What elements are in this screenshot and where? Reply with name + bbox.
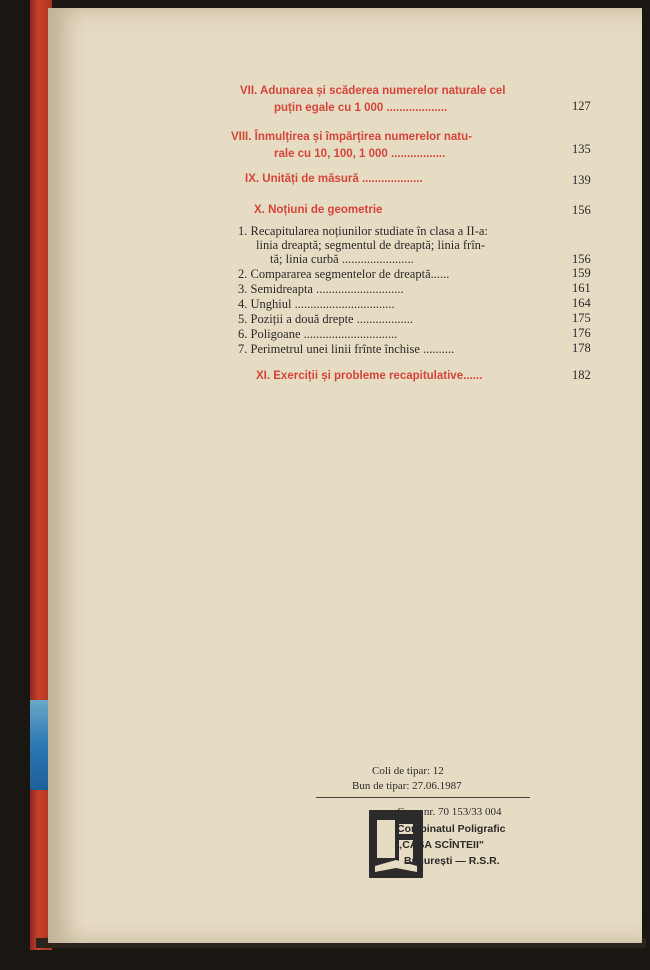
toc-chapter-viii-line2: [274, 147, 445, 162]
page-number: 139: [572, 173, 591, 187]
page-number: 156: [572, 203, 591, 217]
item-number: 2.: [238, 267, 248, 281]
toc-chapter-vii-line2: [274, 101, 447, 116]
page-number: 159: [572, 266, 591, 280]
toc-chapter-viii: [231, 130, 566, 145]
page-number: 175: [572, 311, 591, 325]
chapter-roman: VIII.: [231, 131, 252, 143]
item-text: Unghiul ................................: [250, 297, 395, 311]
toc-item-5: [238, 312, 413, 327]
imprint-printer-brand: „CASA SCÎNTEII": [397, 839, 484, 851]
toc-item-1: [238, 224, 488, 239]
page-number: 135: [572, 142, 591, 156]
chapter-roman: X.: [254, 204, 265, 216]
imprint-coli: Coli de tipar: 12: [372, 765, 444, 777]
item-number: 6.: [238, 327, 248, 341]
item-text: Poligoane ..............................: [250, 327, 398, 341]
imprint-printer-name: Combinatul Poligrafic: [397, 823, 506, 835]
imprint-city: București — R.S.R.: [404, 855, 500, 867]
chapter-roman: IX.: [245, 173, 260, 185]
item-text: Perimetrul unei linii frînte închise ..........: [250, 342, 455, 356]
item-number: 7.: [238, 342, 248, 356]
item-number: 5.: [238, 312, 248, 326]
page-number: 156: [572, 252, 591, 266]
page-number: 176: [572, 326, 591, 340]
chapter-title-line1: Înmulțirea și împărțirea numerelor natu-: [254, 131, 472, 143]
page-number: 164: [572, 296, 591, 310]
chapter-title: Unități de măsură ...................: [262, 173, 423, 185]
imprint-bun-de-tipar: Bun de tipar: 27.06.1987: [352, 780, 462, 792]
chapter-title: Exerciții și probleme recapitulative......: [273, 370, 483, 382]
chapter-roman: XI.: [256, 370, 271, 382]
book-page: [48, 8, 642, 943]
item-text: Poziții a două drepte ..................: [250, 312, 413, 326]
toc-chapter-xi: [256, 369, 482, 384]
item-number: 4.: [238, 297, 248, 311]
toc-item-7: [238, 342, 454, 357]
toc-item-1-line3: tă; linia curbă .......................: [270, 252, 414, 266]
chapter-title-line2: rale cu 10, 100, 1 000 .................: [274, 148, 446, 160]
chapter-title-line2: puțin egale cu 1 000 ...................: [274, 102, 448, 114]
page-number: 178: [572, 341, 591, 355]
toc-chapter-vii: [240, 84, 566, 99]
toc-chapter-ix: [245, 172, 423, 187]
chapter-title: Noțiuni de geometrie: [268, 204, 383, 216]
chapter-title-line1: Adunarea și scăderea numerelor naturale cel: [260, 85, 506, 97]
item-text: Semidreapta ............................: [250, 282, 404, 296]
item-number: 3.: [238, 282, 248, 296]
page-number: 127: [572, 99, 591, 113]
imprint-rule: [316, 797, 530, 798]
toc-item-6: [238, 327, 397, 342]
toc-item-2: [238, 267, 449, 282]
page-number: 161: [572, 281, 591, 295]
item-text: Compararea segmentelor de dreaptă......: [250, 267, 450, 281]
toc-item-1-line2: linia dreaptă; segmentul de dreaptă; linia frîn-: [256, 238, 486, 252]
item-number: 1.: [238, 224, 248, 238]
imprint-order-number: Com. nr. 70 153/33 004: [397, 806, 502, 818]
toc-chapter-x: [254, 203, 382, 218]
page-number: 182: [572, 368, 591, 382]
toc-item-4: [238, 297, 395, 312]
chapter-roman: VII.: [240, 85, 258, 97]
toc-item-3: [238, 282, 404, 297]
item-text-line1: Recapitularea noțiunilor studiate în clasa a II-a:: [250, 224, 488, 238]
